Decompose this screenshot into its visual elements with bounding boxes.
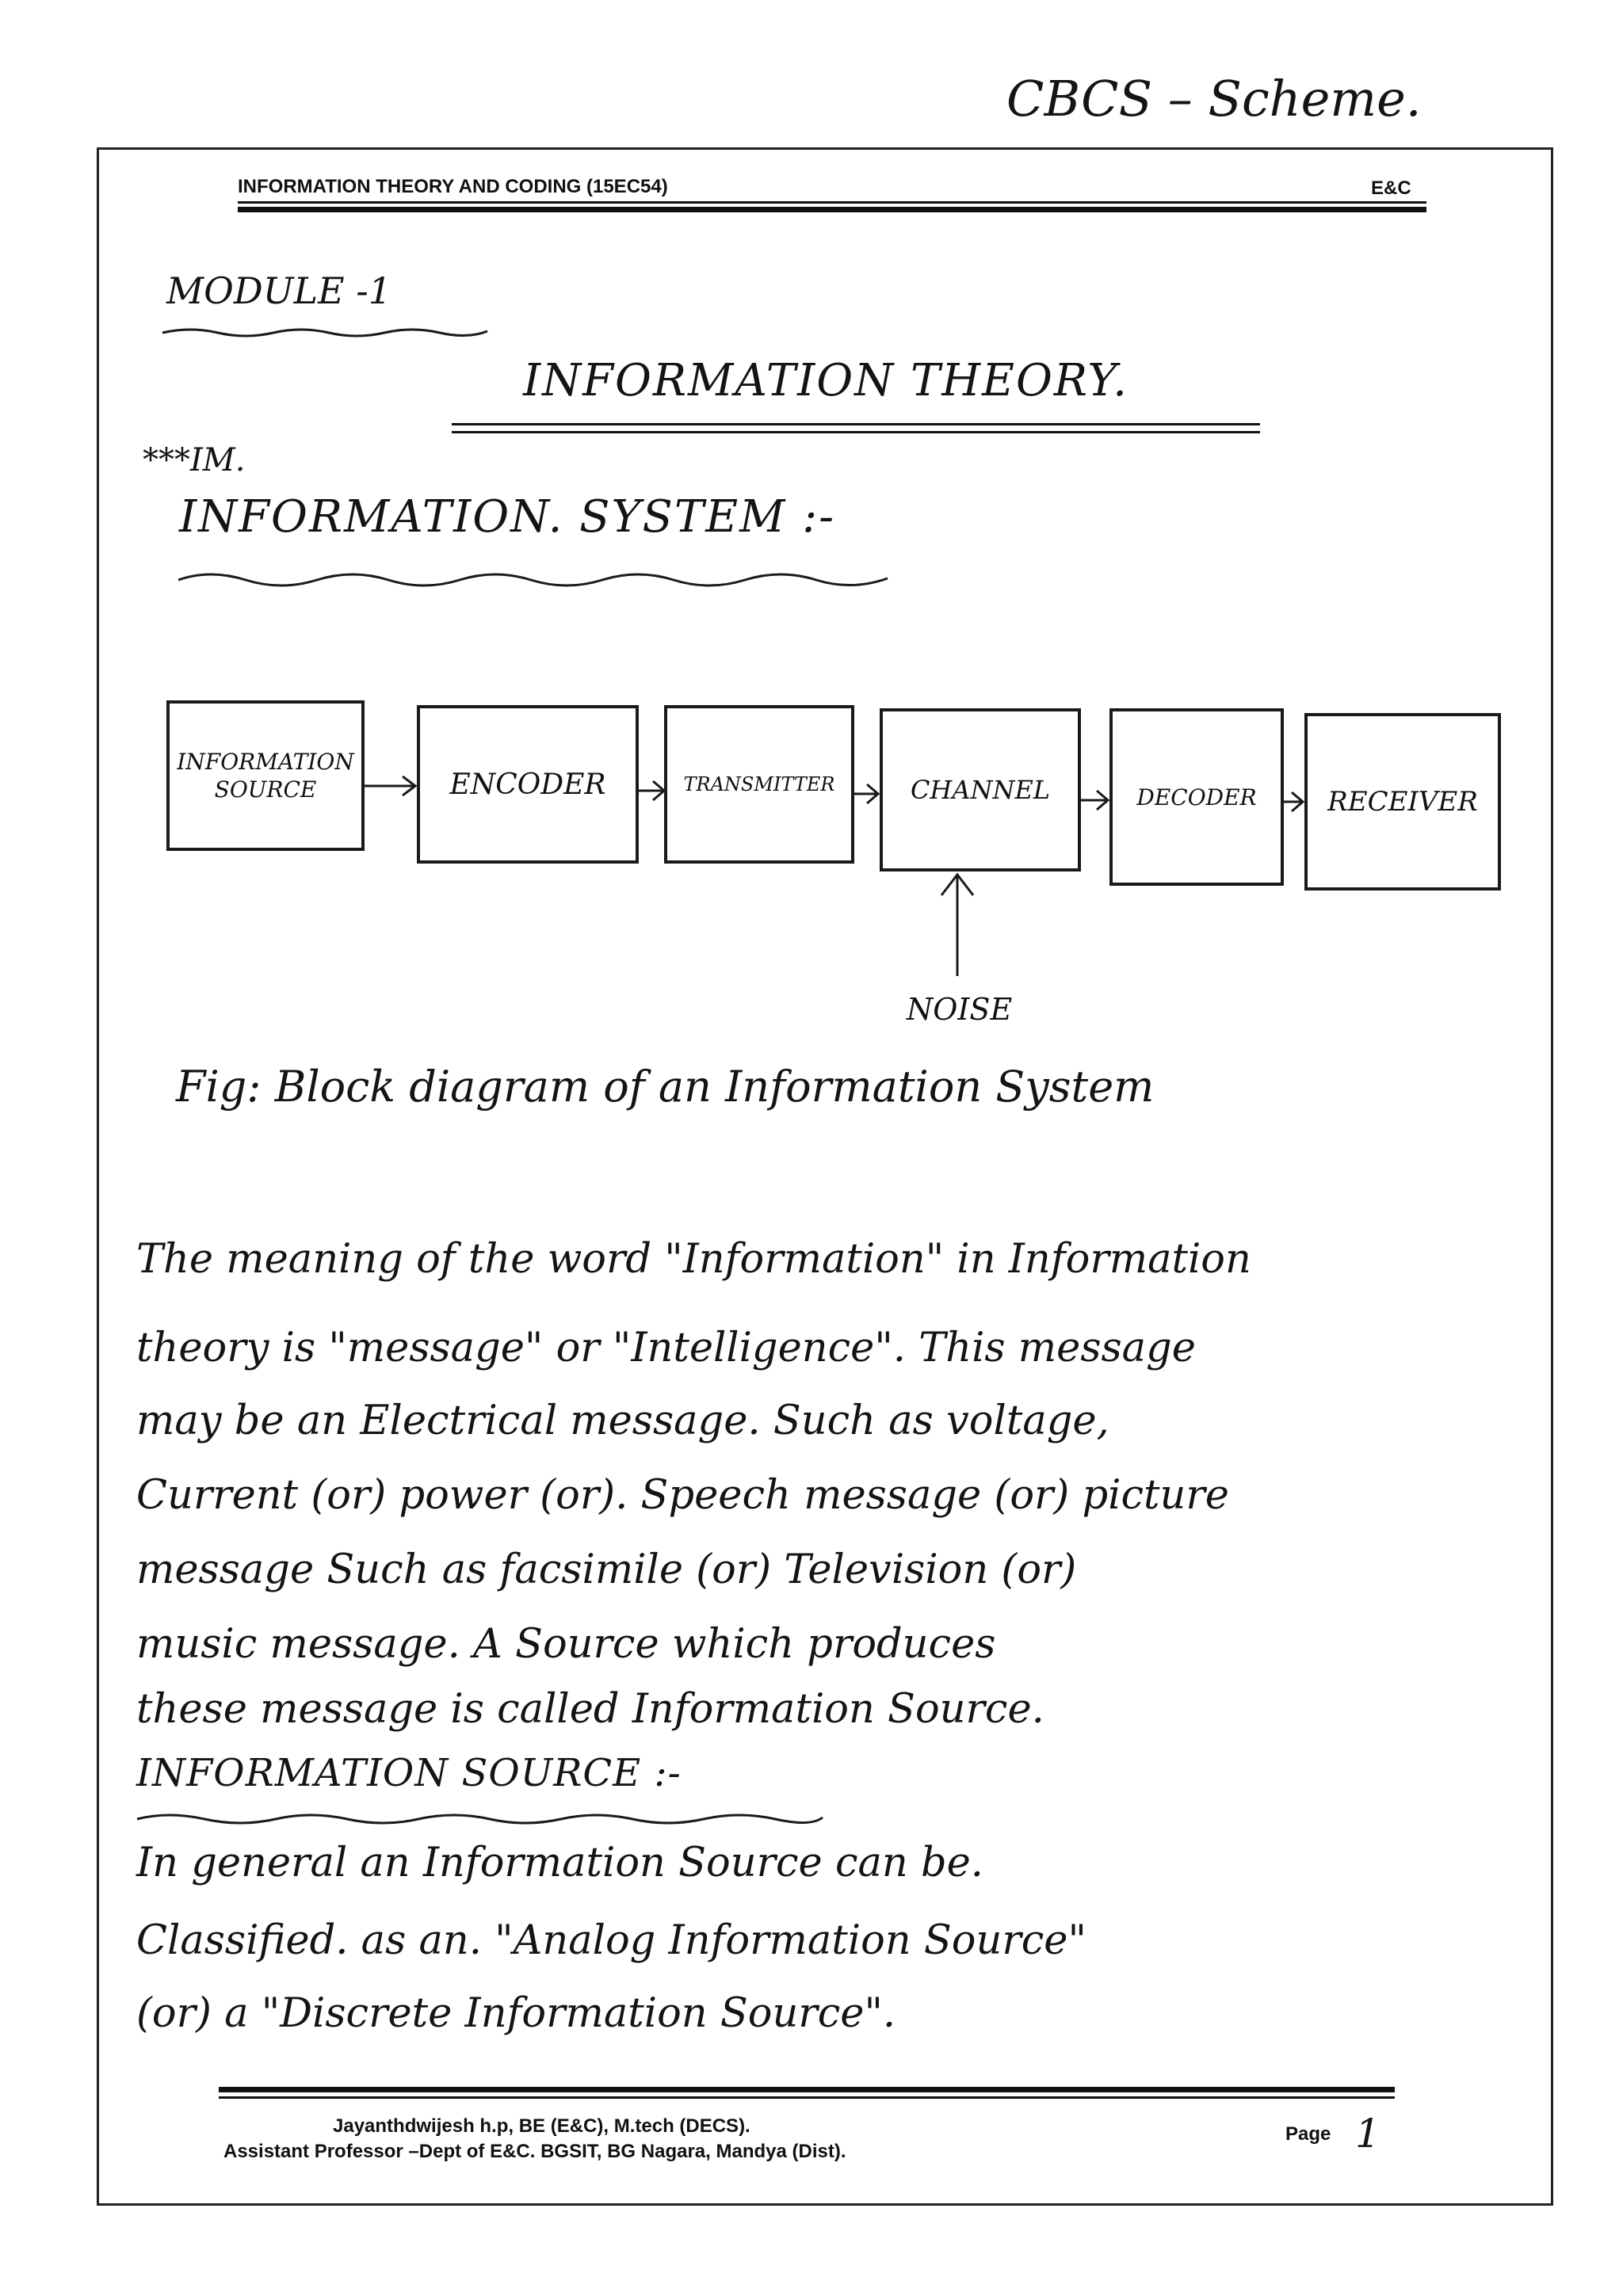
section-heading: INFORMATION. SYSTEM :-	[179, 491, 836, 543]
block-channel-label: CHANNEL	[910, 775, 1051, 805]
block-encoder-label: ENCODER	[449, 768, 606, 801]
scheme-note: CBCS – Scheme.	[1006, 70, 1422, 128]
information-source-heading-underline	[133, 1808, 831, 1832]
footer-page-number: 1	[1355, 2111, 1381, 2157]
block-information-source-label: INFORMATION SOURCE	[177, 749, 354, 803]
paragraph-2-line-2: Classified. as an. "Analog Information Source"	[136, 1917, 1086, 1964]
footer-page-label: Page	[1285, 2123, 1331, 2145]
noise-label: NOISE	[907, 992, 1013, 1027]
paragraph-1-line-7: these message is called Information Source.	[136, 1686, 1044, 1733]
block-receiver-label: RECEIVER	[1327, 785, 1478, 818]
block-decoder-label: DECODER	[1136, 784, 1257, 810]
header-course-title: INFORMATION THEORY AND CODING (15EC54)	[238, 176, 668, 197]
diagram-arrows	[0, 0, 1623, 1030]
paragraph-2-line-1: In general an Information Source can be.	[136, 1840, 984, 1886]
paragraph-1-line-1: The meaning of the word "Information" in Information	[136, 1236, 1251, 1283]
paragraph-1-line-3: may be an Electrical message. Such as voltage,	[136, 1398, 1109, 1444]
block-transmitter-label: TRANSMITTER	[683, 773, 835, 795]
module-title: MODULE -1	[166, 269, 392, 312]
paragraph-1-line-6: music message. A Source which produces	[136, 1621, 996, 1668]
paragraph-1-line-5: message Such as facsimile (or) Television (or)	[136, 1547, 1077, 1593]
paragraph-1-line-2: theory is "message" or "Intelligence". This message	[136, 1325, 1196, 1371]
information-source-heading: INFORMATION SOURCE :-	[136, 1751, 682, 1795]
footer-rule	[219, 2096, 1395, 2099]
importance-mark: ***IM.	[143, 442, 246, 479]
footer-author: Jayanthdwijesh h.p, BE (E&C), M.tech (DECS).	[333, 2115, 750, 2137]
footer-rule-thick	[219, 2087, 1395, 2092]
header-department: E&C	[1371, 177, 1411, 199]
paragraph-1-line-4: Current (or) power (or). Speech message (or) picture	[136, 1472, 1229, 1519]
chapter-title: INFORMATION THEORY.	[523, 355, 1128, 406]
footer-affiliation: Assistant Professor –Dept of E&C. BGSIT, BG Nagara, Mandya (Dist).	[223, 2141, 846, 2162]
figure-caption: Fig: Block diagram of an Information System	[176, 1062, 1155, 1112]
paragraph-2-line-3: (or) a "Discrete Information Source".	[136, 1990, 896, 2037]
